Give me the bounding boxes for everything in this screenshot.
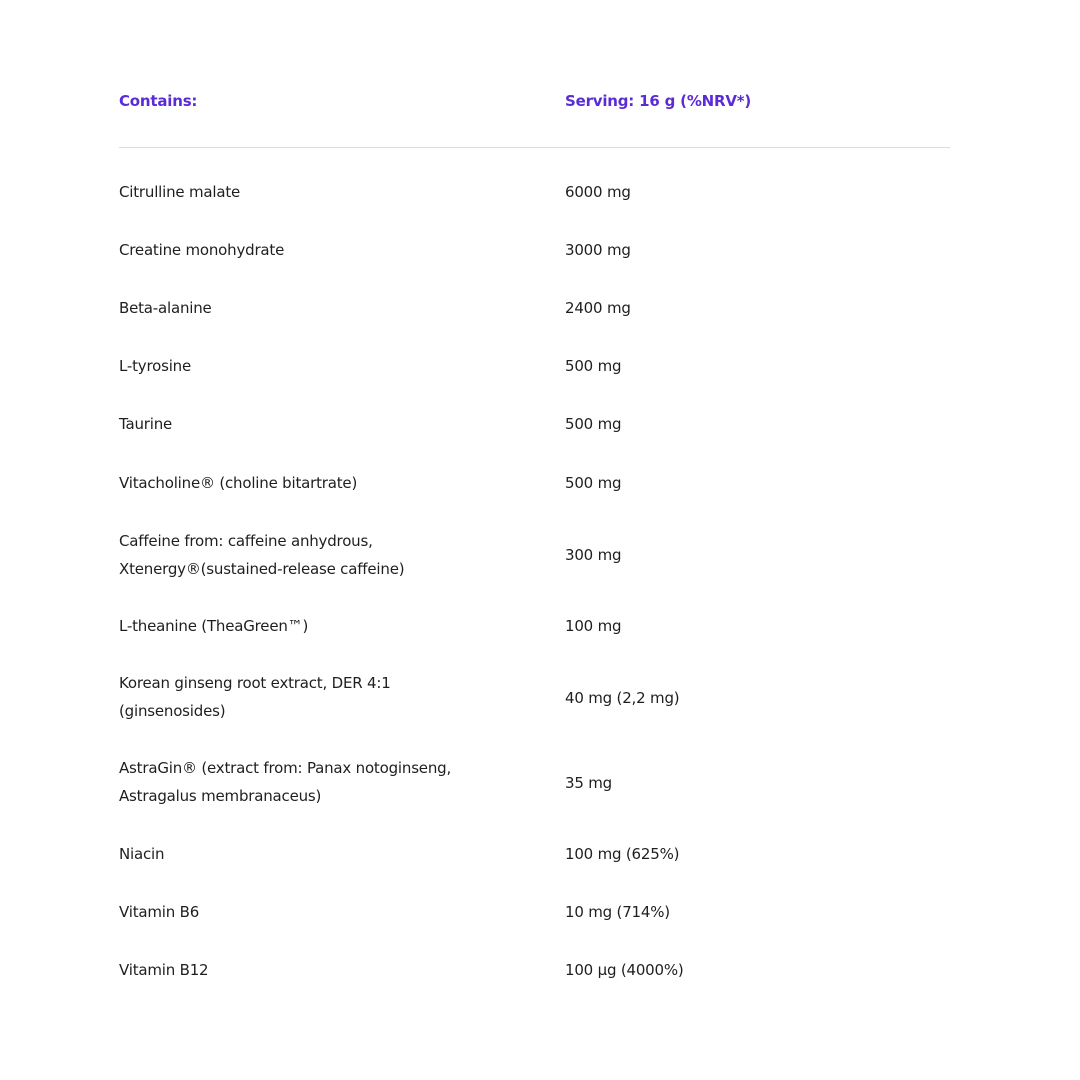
ingredient-name-line2: Astragalus membranaceus) xyxy=(119,787,322,805)
ingredient-amount: 6000 mg xyxy=(565,183,631,201)
ingredient-name: Beta-alanine xyxy=(119,299,212,317)
ingredient-name: Niacin xyxy=(119,845,165,863)
ingredient-name-line1: Korean ginseng root extract, DER 4:1 xyxy=(119,674,391,692)
contains-header: Contains: xyxy=(119,92,198,110)
ingredient-name: L-tyrosine xyxy=(119,357,191,375)
ingredient-amount: 10 mg (714%) xyxy=(565,903,670,921)
serving-header: Serving: 16 g (%NRV*) xyxy=(565,92,752,110)
ingredient-name: Vitamin B12 xyxy=(119,961,209,979)
ingredient-amount: 500 mg xyxy=(565,415,622,433)
ingredient-name: Vitacholine® (choline bitartrate) xyxy=(119,474,358,492)
header-divider xyxy=(119,147,950,148)
ingredient-amount: 100 mg (625%) xyxy=(565,845,680,863)
ingredient-name: Taurine xyxy=(119,415,173,433)
ingredient-name-line2: (ginsenosides) xyxy=(119,702,226,720)
ingredient-amount: 100 mg xyxy=(565,617,622,635)
ingredient-name: Vitamin B6 xyxy=(119,903,200,921)
ingredient-amount: 500 mg xyxy=(565,357,622,375)
ingredient-name-line1: AstraGin® (extract from: Panax notoginseng, xyxy=(119,759,452,777)
ingredient-amount: 40 mg (2,2 mg) xyxy=(565,689,680,707)
ingredient-amount: 100 µg (4000%) xyxy=(565,961,684,979)
ingredient-amount: 300 mg xyxy=(565,546,622,564)
ingredient-name-line2: Xtenergy®(sustained-release caffeine) xyxy=(119,560,405,578)
ingredient-amount: 3000 mg xyxy=(565,241,631,259)
ingredient-name: Citrulline malate xyxy=(119,183,241,201)
ingredient-name: Creatine monohydrate xyxy=(119,241,285,259)
ingredient-amount: 2400 mg xyxy=(565,299,631,317)
ingredient-name: L-theanine (TheaGreen™) xyxy=(119,617,309,635)
ingredient-amount: 35 mg xyxy=(565,774,612,792)
ingredient-name-line1: Caffeine from: caffeine anhydrous, xyxy=(119,532,373,550)
table-header xyxy=(119,92,950,114)
ingredient-amount: 500 mg xyxy=(565,474,622,492)
